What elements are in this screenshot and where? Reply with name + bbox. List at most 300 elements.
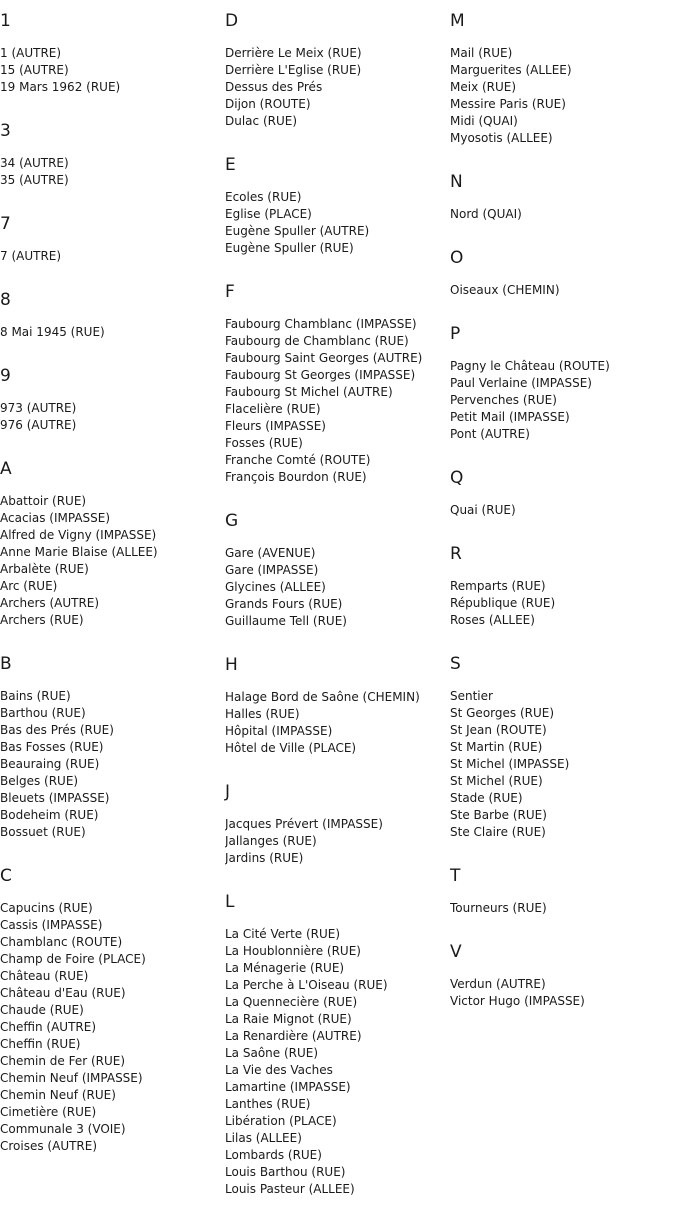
street-link[interactable]: Jallanges (RUE) <box>225 834 317 848</box>
letter-group <box>0 213 225 265</box>
list-item <box>0 1070 225 1087</box>
street-list <box>0 324 225 341</box>
group-letter-heading: V <box>450 942 462 962</box>
street-link[interactable]: Abattoir (RUE) <box>0 494 87 508</box>
group-letter-heading: A <box>0 459 12 479</box>
street-link[interactable]: Ste Claire (RUE) <box>450 825 546 839</box>
street-link[interactable]: St Michel (IMPASSE) <box>450 757 570 771</box>
letter-group <box>225 781 450 867</box>
group-letter-heading: D <box>225 11 239 31</box>
street-link[interactable]: Eugène Spuller (AUTRE) <box>225 224 370 238</box>
street-list <box>450 688 675 841</box>
list-item <box>0 172 225 189</box>
street-link[interactable]: Petit Mail (IMPASSE) <box>450 410 570 424</box>
street-link[interactable]: Faubourg St Michel (AUTRE) <box>225 385 393 399</box>
letter-group <box>450 10 675 147</box>
street-link[interactable]: Louis Pasteur (ALLEE) <box>225 1182 355 1196</box>
street-link[interactable]: Paul Verlaine (IMPASSE) <box>450 376 592 390</box>
list-item <box>225 850 450 867</box>
street-list <box>450 282 675 299</box>
street-link[interactable]: Tourneurs (RUE) <box>450 901 547 915</box>
list-item <box>225 333 450 350</box>
list-item <box>450 409 675 426</box>
list-item <box>450 824 675 841</box>
list-item <box>225 1164 450 1181</box>
letter-group <box>450 865 675 917</box>
street-link[interactable]: Château (RUE) <box>0 969 89 983</box>
list-item <box>0 722 225 739</box>
street-link[interactable]: Beauraing (RUE) <box>0 757 100 771</box>
letter-group <box>450 467 675 519</box>
street-list <box>450 358 675 443</box>
street-link[interactable]: Franche Comté (ROUTE) <box>225 453 371 467</box>
list-item <box>225 833 450 850</box>
list-item <box>225 384 450 401</box>
list-item <box>0 900 225 917</box>
list-item <box>225 418 450 435</box>
list-item <box>225 435 450 452</box>
letter-group <box>450 247 675 299</box>
list-item <box>0 62 225 79</box>
list-item <box>225 816 450 833</box>
list-item <box>225 994 450 1011</box>
street-link[interactable]: Faubourg de Chamblanc (RUE) <box>225 334 409 348</box>
list-item <box>225 562 450 579</box>
list-item <box>450 595 675 612</box>
street-link[interactable]: Louis Barthou (RUE) <box>225 1165 346 1179</box>
street-list <box>450 502 675 519</box>
street-list <box>0 400 225 434</box>
list-item <box>0 45 225 62</box>
street-link[interactable]: Roses (ALLEE) <box>450 613 535 627</box>
list-item <box>0 1087 225 1104</box>
list-item <box>225 96 450 113</box>
list-item <box>450 113 675 130</box>
list-item <box>225 740 450 757</box>
list-item <box>450 502 675 519</box>
street-list <box>225 45 450 130</box>
list-item <box>0 155 225 172</box>
street-link[interactable]: Cimetière (RUE) <box>0 1105 97 1119</box>
street-list <box>225 926 450 1198</box>
street-link[interactable]: Belges (RUE) <box>0 774 79 788</box>
list-item <box>0 951 225 968</box>
street-link[interactable]: Pagny le Château (ROUTE) <box>450 359 610 373</box>
list-item <box>0 595 225 612</box>
list-item <box>225 596 450 613</box>
street-link[interactable]: Dessus des Prés <box>225 80 323 94</box>
street-link[interactable]: La Saône (RUE) <box>225 1046 319 1060</box>
street-link[interactable]: 15 (AUTRE) <box>0 63 69 77</box>
list-item <box>0 705 225 722</box>
letter-group <box>225 10 450 130</box>
list-item <box>225 1113 450 1130</box>
list-item <box>225 316 450 333</box>
street-list <box>225 689 450 757</box>
list-item <box>225 613 450 630</box>
list-item <box>225 401 450 418</box>
list-item <box>0 790 225 807</box>
list-item <box>0 917 225 934</box>
list-item <box>0 1036 225 1053</box>
list-item <box>0 824 225 841</box>
street-link[interactable]: Bas Fosses (RUE) <box>0 740 104 754</box>
list-item <box>450 739 675 756</box>
group-letter-heading: R <box>450 544 462 564</box>
street-link[interactable]: La Vie des Vaches <box>225 1063 333 1077</box>
street-link[interactable]: Derrière Le Meix (RUE) <box>225 46 362 60</box>
list-item <box>450 688 675 705</box>
list-item <box>450 993 675 1010</box>
street-link[interactable]: Meix (RUE) <box>450 80 517 94</box>
street-link[interactable]: Bossuet (RUE) <box>0 825 86 839</box>
street-link[interactable]: François Bourdon (RUE) <box>225 470 367 484</box>
street-link[interactable]: Anne Marie Blaise (ALLEE) <box>0 545 158 559</box>
group-letter-heading: P <box>450 324 461 344</box>
group-letter-heading: 3 <box>0 121 11 141</box>
street-link[interactable]: Acacias (IMPASSE) <box>0 511 111 525</box>
street-link[interactable]: 7 (AUTRE) <box>0 249 62 263</box>
street-link[interactable]: Bains (RUE) <box>0 689 71 703</box>
street-link[interactable]: St Georges (RUE) <box>450 706 555 720</box>
street-link[interactable]: Archers (RUE) <box>0 613 84 627</box>
street-link[interactable]: Gare (AVENUE) <box>225 546 316 560</box>
street-link[interactable]: La Perche à L'Oiseau (RUE) <box>225 978 388 992</box>
street-link[interactable]: Guillaume Tell (RUE) <box>225 614 347 628</box>
list-item <box>450 773 675 790</box>
street-link[interactable]: Sentier <box>450 689 493 703</box>
group-letter-heading: T <box>450 866 461 886</box>
list-item <box>0 324 225 341</box>
group-letter-heading: G <box>225 511 239 531</box>
street-link[interactable]: Mail (RUE) <box>450 46 513 60</box>
street-link[interactable]: Bodeheim (RUE) <box>0 808 99 822</box>
street-link[interactable]: Fosses (RUE) <box>225 436 303 450</box>
street-link[interactable]: Capucins (RUE) <box>0 901 93 915</box>
group-letter-heading: L <box>225 892 235 912</box>
list-item <box>0 561 225 578</box>
letter-group <box>450 543 675 629</box>
list-item <box>225 1028 450 1045</box>
list-item <box>225 45 450 62</box>
street-link[interactable]: Champ de Foire (PLACE) <box>0 952 146 966</box>
group-letter-heading: M <box>450 11 465 31</box>
street-index-column-3 <box>450 10 675 1034</box>
group-letter-heading: B <box>0 654 12 674</box>
street-link[interactable]: Halage Bord de Saône (CHEMIN) <box>225 690 420 704</box>
street-list <box>0 900 225 1155</box>
street-link[interactable]: Lombards (RUE) <box>225 1148 322 1162</box>
list-item <box>450 900 675 917</box>
street-list <box>225 545 450 630</box>
street-link[interactable]: Victor Hugo (IMPASSE) <box>450 994 585 1008</box>
street-link[interactable]: Nord (QUAI) <box>450 207 522 221</box>
street-link[interactable]: Flacelière (RUE) <box>225 402 321 416</box>
letter-group <box>0 365 225 434</box>
group-letter-heading: Q <box>450 468 464 488</box>
list-item <box>0 248 225 265</box>
list-item <box>225 469 450 486</box>
street-link[interactable]: Hôtel de Ville (PLACE) <box>225 741 357 755</box>
letter-group <box>225 510 450 630</box>
street-link[interactable]: Stade (RUE) <box>450 791 523 805</box>
street-link[interactable]: Cheffin (RUE) <box>0 1037 81 1051</box>
street-link[interactable]: Croises (AUTRE) <box>0 1139 98 1153</box>
street-link[interactable]: Chaude (RUE) <box>0 1003 84 1017</box>
street-list <box>450 206 675 223</box>
street-link[interactable]: Jacques Prévert (IMPASSE) <box>225 817 383 831</box>
list-item <box>450 96 675 113</box>
street-link[interactable]: 976 (AUTRE) <box>0 418 77 432</box>
list-item <box>225 62 450 79</box>
street-link[interactable]: Fleurs (IMPASSE) <box>225 419 326 433</box>
list-item <box>225 79 450 96</box>
list-item <box>450 976 675 993</box>
street-link[interactable]: République (RUE) <box>450 596 556 610</box>
street-link[interactable]: Verdun (AUTRE) <box>450 977 546 991</box>
street-link[interactable]: La Houblonnière (RUE) <box>225 944 361 958</box>
list-item <box>225 1045 450 1062</box>
street-link[interactable]: Pervenches (RUE) <box>450 393 557 407</box>
street-index-column-1 <box>0 10 225 1179</box>
list-item <box>0 1104 225 1121</box>
list-item <box>450 62 675 79</box>
street-link[interactable]: Archers (AUTRE) <box>0 596 100 610</box>
list-item <box>225 1096 450 1113</box>
list-item <box>450 756 675 773</box>
street-link[interactable]: Barthou (RUE) <box>0 706 86 720</box>
list-item <box>225 579 450 596</box>
list-item <box>225 977 450 994</box>
list-item <box>450 282 675 299</box>
street-link[interactable]: Halles (RUE) <box>225 707 300 721</box>
letter-group <box>225 154 450 257</box>
letter-group <box>0 10 225 96</box>
list-item <box>225 1130 450 1147</box>
street-link[interactable]: Bleuets (IMPASSE) <box>0 791 110 805</box>
list-item <box>225 189 450 206</box>
list-item <box>225 1062 450 1079</box>
group-letter-heading: 7 <box>0 214 11 234</box>
list-item <box>0 612 225 629</box>
list-item <box>225 1079 450 1096</box>
street-list <box>0 248 225 265</box>
list-item <box>225 223 450 240</box>
list-item <box>0 807 225 824</box>
street-link[interactable]: Libération (PLACE) <box>225 1114 337 1128</box>
letter-group <box>0 289 225 341</box>
street-link[interactable]: Faubourg Saint Georges (AUTRE) <box>225 351 423 365</box>
street-link[interactable]: Grands Fours (RUE) <box>225 597 343 611</box>
list-item <box>450 206 675 223</box>
street-link[interactable]: La Raie Mignot (RUE) <box>225 1012 352 1026</box>
list-item <box>450 392 675 409</box>
list-item <box>450 130 675 147</box>
list-item <box>225 1181 450 1198</box>
list-item <box>450 722 675 739</box>
list-item <box>225 452 450 469</box>
street-link[interactable]: Château d'Eau (RUE) <box>0 986 126 1000</box>
street-link[interactable]: Derrière L'Eglise (RUE) <box>225 63 362 77</box>
street-link[interactable]: Chamblanc (ROUTE) <box>0 935 123 949</box>
list-item <box>450 375 675 392</box>
group-letter-heading: S <box>450 654 461 674</box>
street-link[interactable]: St Jean (ROUTE) <box>450 723 547 737</box>
list-item <box>0 688 225 705</box>
list-item <box>225 240 450 257</box>
list-item <box>0 417 225 434</box>
list-item <box>225 706 450 723</box>
list-item <box>225 206 450 223</box>
street-link[interactable]: Hôpital (IMPASSE) <box>225 724 333 738</box>
list-item <box>0 400 225 417</box>
list-item <box>0 934 225 951</box>
group-letter-heading: N <box>450 172 463 192</box>
street-link[interactable]: Faubourg Chamblanc (IMPASSE) <box>225 317 417 331</box>
letter-group <box>225 654 450 757</box>
letter-group <box>225 891 450 1198</box>
group-letter-heading: 9 <box>0 366 11 386</box>
street-link[interactable]: Ecoles (RUE) <box>225 190 302 204</box>
list-item <box>225 1147 450 1164</box>
street-link[interactable]: 19 Mars 1962 (RUE) <box>0 80 121 94</box>
street-list <box>225 189 450 257</box>
list-item <box>225 1011 450 1028</box>
street-link[interactable]: Gare (IMPASSE) <box>225 563 319 577</box>
list-item <box>0 739 225 756</box>
street-link[interactable]: 35 (AUTRE) <box>0 173 69 187</box>
list-item <box>450 358 675 375</box>
list-item <box>450 426 675 443</box>
letter-group <box>0 653 225 841</box>
list-item <box>0 1019 225 1036</box>
list-item <box>0 544 225 561</box>
list-item <box>0 1002 225 1019</box>
list-item <box>225 545 450 562</box>
street-list <box>450 578 675 629</box>
list-item <box>450 79 675 96</box>
street-link[interactable]: Jardins (RUE) <box>225 851 304 865</box>
letter-group <box>450 653 675 841</box>
street-link[interactable]: La Renardière (AUTRE) <box>225 1029 362 1043</box>
street-link[interactable]: St Martin (RUE) <box>450 740 543 754</box>
street-link[interactable]: Chemin de Fer (RUE) <box>0 1054 126 1068</box>
street-list <box>225 816 450 867</box>
group-letter-heading: F <box>225 282 235 302</box>
group-letter-heading: 1 <box>0 11 11 31</box>
street-link[interactable]: Remparts (RUE) <box>450 579 546 593</box>
group-letter-heading: C <box>0 866 12 886</box>
street-link[interactable]: Quai (RUE) <box>450 503 516 517</box>
street-link[interactable]: Eugène Spuller (RUE) <box>225 241 354 255</box>
street-link[interactable]: Pont (AUTRE) <box>450 427 530 441</box>
street-link[interactable]: Cassis (IMPASSE) <box>0 918 103 932</box>
street-link[interactable]: 8 Mai 1945 (RUE) <box>0 325 105 339</box>
list-item <box>225 943 450 960</box>
street-list <box>450 900 675 917</box>
street-link[interactable]: Messire Paris (RUE) <box>450 97 566 111</box>
street-link[interactable]: 34 (AUTRE) <box>0 156 69 170</box>
street-link[interactable]: Faubourg St Georges (IMPASSE) <box>225 368 416 382</box>
street-list <box>450 976 675 1010</box>
street-link[interactable]: Myosotis (ALLEE) <box>450 131 553 145</box>
street-link[interactable]: Eglise (PLACE) <box>225 207 312 221</box>
street-link[interactable]: Midi (QUAI) <box>450 114 518 128</box>
street-list <box>0 493 225 629</box>
letter-group <box>0 865 225 1155</box>
list-item <box>225 926 450 943</box>
list-item <box>225 723 450 740</box>
street-link[interactable]: Dulac (RUE) <box>225 114 298 128</box>
street-list <box>0 155 225 189</box>
letter-group <box>450 941 675 1010</box>
list-item <box>0 79 225 96</box>
street-link[interactable]: Chemin Neuf (RUE) <box>0 1088 116 1102</box>
street-link[interactable]: Marguerites (ALLEE) <box>450 63 572 77</box>
street-link[interactable]: La Ménagerie (RUE) <box>225 961 345 975</box>
list-item <box>450 807 675 824</box>
street-link[interactable]: Arc (RUE) <box>0 579 58 593</box>
street-list <box>225 316 450 486</box>
group-letter-heading: O <box>450 248 464 268</box>
street-link[interactable]: Alfred de Vigny (IMPASSE) <box>0 528 157 542</box>
street-link[interactable]: Ste Barbe (RUE) <box>450 808 547 822</box>
list-item <box>225 689 450 706</box>
list-item <box>0 1121 225 1138</box>
street-link[interactable]: 973 (AUTRE) <box>0 401 77 415</box>
list-item <box>0 493 225 510</box>
letter-group <box>450 323 675 443</box>
list-item <box>0 1053 225 1070</box>
letter-group <box>225 281 450 486</box>
group-letter-heading: 8 <box>0 290 11 310</box>
street-link[interactable]: Dijon (ROUTE) <box>225 97 311 111</box>
street-index-column-2 <box>225 10 450 1222</box>
street-link[interactable]: Chemin Neuf (IMPASSE) <box>0 1071 143 1085</box>
letter-group <box>0 458 225 629</box>
list-item <box>225 367 450 384</box>
list-item <box>450 612 675 629</box>
street-link[interactable]: St Michel (RUE) <box>450 774 543 788</box>
list-item <box>225 113 450 130</box>
street-link[interactable]: Lilas (ALLEE) <box>225 1131 302 1145</box>
list-item <box>0 527 225 544</box>
street-list <box>0 45 225 96</box>
street-link[interactable]: Cheffin (AUTRE) <box>0 1020 96 1034</box>
street-list <box>0 688 225 841</box>
list-item <box>0 510 225 527</box>
list-item <box>0 773 225 790</box>
group-letter-heading: J <box>225 782 231 802</box>
list-item <box>450 790 675 807</box>
list-item <box>450 705 675 722</box>
list-item <box>0 968 225 985</box>
street-link[interactable]: Communale 3 (VOIE) <box>0 1122 126 1136</box>
street-link[interactable]: La Quennecière (RUE) <box>225 995 358 1009</box>
list-item <box>0 985 225 1002</box>
street-link[interactable]: Arbalète (RUE) <box>0 562 89 576</box>
street-link[interactable]: Bas des Prés (RUE) <box>0 723 114 737</box>
list-item <box>225 960 450 977</box>
street-link[interactable]: 1 (AUTRE) <box>0 46 62 60</box>
group-letter-heading: E <box>225 155 236 175</box>
street-link[interactable]: Oiseaux (CHEMIN) <box>450 283 560 297</box>
street-link[interactable]: Lamartine (IMPASSE) <box>225 1080 351 1094</box>
street-list <box>450 45 675 147</box>
street-link[interactable]: Glycines (ALLEE) <box>225 580 326 594</box>
street-link[interactable]: La Cité Verte (RUE) <box>225 927 341 941</box>
street-link[interactable]: Lanthes (RUE) <box>225 1097 311 1111</box>
